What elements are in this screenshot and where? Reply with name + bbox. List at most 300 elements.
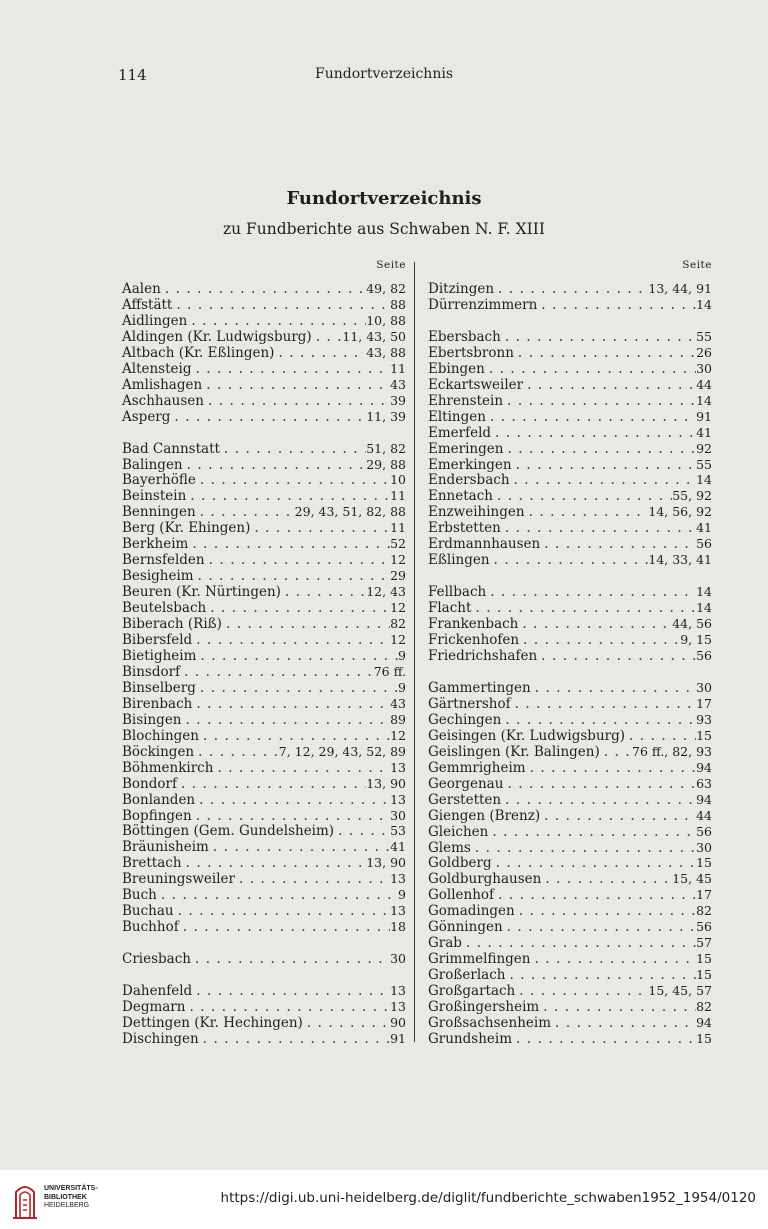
page-references: 15, 45 (672, 871, 712, 887)
index-entry (122, 664, 406, 680)
index-entry (428, 887, 712, 903)
group-spacer (428, 313, 712, 329)
index-entry (122, 951, 406, 967)
leader-dots (490, 553, 649, 569)
library-logo-icon (10, 1178, 40, 1222)
place-name: Gerstetten (428, 791, 502, 808)
place-name: Birenbach (122, 695, 193, 712)
index-entry (428, 409, 712, 425)
index-entry (428, 728, 712, 744)
page-references: 13, 44, 91 (648, 281, 712, 296)
leader-dots (161, 282, 366, 298)
page-references: 30 (696, 839, 712, 855)
group-spacer (428, 568, 712, 584)
index-entry (122, 744, 406, 760)
page-references: 39 (390, 392, 406, 408)
leader-dots (205, 553, 390, 569)
page-references: 43, 88 (366, 344, 406, 360)
page-references: 52 (390, 536, 406, 552)
page-references: 94 (696, 1014, 712, 1030)
place-name: Glems (428, 839, 471, 856)
place-name: Emerfeld (428, 424, 492, 441)
page-references: 90 (390, 1014, 406, 1030)
index-entry (122, 887, 406, 903)
leader-dots (191, 952, 390, 968)
leader-dots (177, 777, 366, 793)
page-references: 56 (696, 823, 712, 839)
index-entry (122, 1031, 406, 1047)
leader-dots (501, 713, 696, 729)
leader-dots (491, 426, 696, 442)
leader-dots (274, 346, 366, 362)
right-column (428, 258, 712, 1047)
page-references: 18 (390, 919, 406, 935)
page-references: 56 (696, 648, 712, 664)
place-name: Böckingen (122, 743, 195, 760)
place-name: Besigheim (122, 568, 194, 585)
index-entry (122, 792, 406, 808)
leader-dots (199, 729, 390, 745)
place-name: Balingen (122, 456, 183, 473)
page-references: 15 (696, 967, 712, 983)
place-name: Eltingen (428, 408, 486, 425)
place-name: Binsdorf (122, 663, 181, 680)
index-subtitle: zu Fundberichte aus Schwaben N. F. XIII (222, 220, 546, 238)
page-references: 44 (696, 807, 712, 823)
page-references: 82 (390, 616, 406, 632)
place-name: Frankenbach (428, 616, 519, 633)
place-name: Gammertingen (428, 679, 531, 696)
index-entry (122, 345, 406, 361)
page-references: 94 (696, 759, 712, 775)
leader-dots (540, 809, 696, 825)
leader-dots (539, 1000, 696, 1016)
place-name: Berkheim (122, 536, 189, 553)
group-spacer (122, 425, 406, 441)
place-name: Aalen (122, 281, 161, 297)
place-name: Dürrenzimmern (428, 296, 538, 313)
page-references: 30 (696, 360, 712, 376)
index-entry (122, 313, 406, 329)
page-references: 82 (696, 903, 712, 919)
page-references: 55 (696, 456, 712, 472)
leader-dots (220, 442, 366, 458)
page-references: 12, 43 (366, 584, 406, 600)
leader-dots (213, 761, 390, 777)
place-name: Aidlingen (122, 312, 188, 329)
page-references: 30 (390, 951, 406, 967)
leader-dots (312, 330, 343, 346)
place-name: Großerlach (428, 967, 506, 984)
page-references: 43 (390, 376, 406, 392)
leader-dots (505, 968, 696, 984)
place-name: Ebertsbronn (428, 344, 514, 361)
leader-dots (222, 617, 390, 633)
place-name: Gechingen (428, 711, 502, 728)
leader-dots (462, 936, 696, 952)
place-name: Berg (Kr. Ehingen) (122, 520, 251, 537)
leader-dots (503, 777, 696, 793)
index-entry (122, 600, 406, 616)
column-divider (414, 262, 415, 1042)
page-references: 63 (696, 775, 712, 791)
leader-dots (196, 649, 398, 665)
leader-dots (531, 681, 696, 697)
index-entry (122, 488, 406, 504)
leader-dots (191, 362, 390, 378)
index-entry (122, 281, 406, 297)
leader-dots (503, 920, 696, 936)
place-name: Flacht (428, 600, 472, 617)
place-name: Beutelsbach (122, 600, 207, 617)
place-name: Böttingen (Gem. Gundelsheim) (122, 823, 335, 840)
leader-dots (182, 713, 391, 729)
index-entry (122, 919, 406, 935)
place-name: Dahenfeld (122, 983, 193, 1000)
page-references: 30 (696, 679, 712, 695)
place-name: Breuningsweiler (122, 871, 235, 888)
place-name: Altensteig (122, 360, 192, 377)
place-name: Gärtnershof (428, 695, 511, 712)
place-name: Erbstetten (428, 520, 501, 537)
leader-dots (192, 633, 390, 649)
index-entry (122, 616, 406, 632)
index-entry (428, 584, 712, 600)
page-references: 14, 56, 92 (648, 504, 712, 520)
page-references: 13, 90 (366, 775, 406, 791)
permalink-url[interactable]: https://digi.ub.uni-heidelberg.de/diglit/fundberichte_schwaben1952_1954/0120 (220, 1190, 756, 1206)
page-references: 17 (696, 695, 712, 711)
index-entry (428, 281, 712, 297)
place-name: Grimmelfingen (428, 951, 531, 968)
leader-dots (494, 282, 648, 298)
page-references: 13 (390, 999, 406, 1015)
left-column-header: Seite (376, 259, 406, 271)
index-entry (428, 824, 712, 840)
index-entry (428, 680, 712, 696)
index-entry (428, 472, 712, 488)
index-entry (428, 425, 712, 441)
place-name: Fellbach (428, 584, 487, 601)
index-entry (122, 855, 406, 871)
page-references: 7, 12, 29, 43, 52, 89 (278, 743, 406, 759)
place-name: Asperg (122, 408, 171, 425)
page-references: 53 (390, 823, 406, 839)
page-references: 15 (696, 951, 712, 967)
place-name: Geislingen (Kr. Balingen) (428, 743, 600, 760)
index-entry (428, 504, 712, 520)
page-references: 11 (390, 360, 406, 376)
index-entry (122, 999, 406, 1015)
page-references: 91 (696, 408, 712, 424)
place-name: Bayerhöfle (122, 472, 196, 489)
leader-dots (537, 649, 696, 665)
leader-dots (485, 362, 696, 378)
index-entry (122, 536, 406, 552)
leader-dots (541, 872, 672, 888)
running-head (0, 66, 768, 86)
leader-dots (501, 793, 696, 809)
page-references: 56 (696, 919, 712, 935)
page-references: 15 (696, 855, 712, 871)
index-entry (428, 903, 712, 919)
leader-dots (525, 505, 649, 521)
leader-dots (512, 458, 696, 474)
leader-dots (512, 1032, 696, 1048)
place-name: Binselberg (122, 679, 196, 696)
page-references: 56 (696, 536, 712, 552)
place-name: Dettingen (Kr. Hechingen) (122, 1014, 303, 1031)
leader-dots (503, 394, 696, 410)
place-name: Aschhausen (122, 392, 204, 409)
index-entry (428, 552, 712, 568)
group-spacer (122, 967, 406, 983)
leader-dots (625, 729, 696, 745)
place-name: Ennetach (428, 488, 493, 505)
page-references: 14 (696, 472, 712, 488)
place-name: Grab (428, 935, 462, 952)
leader-dots (540, 537, 696, 553)
leader-dots (501, 330, 696, 346)
page-references: 11, 39 (366, 408, 406, 424)
place-name: Affstätt (122, 296, 173, 313)
index-entry (428, 760, 712, 776)
index-entry (122, 983, 406, 999)
index-entry (428, 441, 712, 457)
page-references: 15 (696, 1030, 712, 1046)
place-name: Dischingen (122, 1030, 199, 1047)
page-references: 10 (390, 472, 406, 488)
index-entry (428, 744, 712, 760)
place-name: Georgenau (428, 775, 504, 792)
group-spacer (428, 664, 712, 680)
leader-dots (518, 617, 672, 633)
place-name: Bopfingen (122, 807, 192, 824)
leader-dots (486, 585, 696, 601)
page-references: 55, 92 (672, 488, 712, 504)
place-name: Beuren (Kr. Nürtingen) (122, 584, 281, 601)
index-entry (122, 776, 406, 792)
page-references: 13 (390, 903, 406, 919)
page-references: 13 (390, 871, 406, 887)
index-entry (122, 361, 406, 377)
leader-dots (172, 298, 390, 314)
place-name: Biberach (Riß) (122, 616, 222, 633)
index-entry (428, 967, 712, 983)
leader-dots (537, 298, 696, 314)
place-name: Ehrenstein (428, 392, 504, 409)
index-entry (122, 1015, 406, 1031)
index-entry (428, 935, 712, 951)
leader-dots (174, 904, 390, 920)
leader-dots (514, 346, 696, 362)
index-entry (428, 919, 712, 935)
leader-dots (188, 537, 390, 553)
place-name: Gönningen (428, 919, 503, 936)
place-name: Endersbach (428, 472, 510, 489)
page-references: 14 (696, 296, 712, 312)
index-entry (428, 776, 712, 792)
leader-dots (551, 1016, 696, 1032)
index-entry (122, 457, 406, 473)
place-name: Gemmrigheim (428, 759, 526, 776)
index-entry (428, 329, 712, 345)
page-references: 44 (696, 376, 712, 392)
page-references: 13 (390, 759, 406, 775)
index-entry (122, 297, 406, 313)
leader-dots (503, 442, 696, 458)
place-name: Buchhof (122, 919, 179, 936)
page-references: 9 (398, 647, 406, 663)
place-name: Goldburghausen (428, 871, 542, 888)
page-references: 11, 43, 50 (342, 328, 406, 344)
leader-dots (204, 394, 390, 410)
place-name: Beinstein (122, 488, 187, 505)
place-name: Bisingen (122, 711, 182, 728)
place-name: Eßlingen (428, 552, 490, 569)
leader-dots (494, 888, 696, 904)
page-references: 14 (696, 392, 712, 408)
place-name: Böhmenkirch (122, 759, 214, 776)
leader-dots (501, 521, 696, 537)
leader-dots (471, 841, 696, 857)
index-entry (428, 951, 712, 967)
index-entry (122, 871, 406, 887)
leader-dots (170, 410, 366, 426)
page-references: 9 (398, 679, 406, 695)
leader-dots (600, 745, 632, 761)
place-name: Ditzingen (428, 281, 495, 297)
place-name: Amlishagen (122, 376, 203, 393)
page-references: 14, 33, 41 (648, 552, 712, 568)
page-references: 91 (390, 1030, 406, 1046)
page-references: 13 (390, 791, 406, 807)
page-references: 93 (696, 711, 712, 727)
right-index-list (428, 281, 712, 1047)
place-name: Friedrichshafen (428, 648, 538, 665)
index-entry (122, 760, 406, 776)
page-number: 114 (118, 66, 147, 84)
place-name: Bad Cannstatt (122, 440, 220, 457)
page-references: 9 (398, 887, 406, 903)
library-name-line2: BIBLIOTHEK (44, 1193, 87, 1201)
running-title: Fundortverzeichnis (314, 66, 454, 82)
leader-dots (186, 489, 390, 505)
leader-dots (185, 1000, 390, 1016)
index-entry (428, 632, 712, 648)
leader-dots (493, 489, 672, 505)
leader-dots (250, 521, 390, 537)
page-references: 30 (390, 807, 406, 823)
index-entry (428, 536, 712, 552)
leader-dots (492, 856, 696, 872)
place-name: Bernsfelden (122, 552, 205, 569)
leader-dots (182, 856, 367, 872)
leader-dots (196, 473, 390, 489)
index-entry (428, 457, 712, 473)
index-entry (428, 808, 712, 824)
leader-dots (202, 378, 390, 394)
index-entry (122, 409, 406, 425)
index-entry (122, 393, 406, 409)
leader-dots (180, 665, 374, 681)
leader-dots (531, 952, 697, 968)
page-references: 14 (696, 600, 712, 616)
place-name: Großingersheim (428, 999, 540, 1016)
page-references: 43 (390, 695, 406, 711)
left-column (122, 258, 406, 1047)
place-name: Bibersfeld (122, 632, 193, 649)
page-references: 41 (696, 424, 712, 440)
index-entry (428, 361, 712, 377)
leader-dots (235, 872, 390, 888)
leader-dots (157, 888, 398, 904)
place-name: Blochingen (122, 727, 199, 744)
library-name-line3: HEIDELBERG (44, 1202, 90, 1209)
leader-dots (486, 410, 696, 426)
page-references: 12 (390, 600, 406, 616)
place-name: Großgartach (428, 983, 516, 1000)
index-entry (122, 584, 406, 600)
leader-dots (194, 745, 279, 761)
index-entry (428, 855, 712, 871)
index-entry (122, 552, 406, 568)
leader-dots (334, 824, 390, 840)
page-references: 26 (696, 344, 712, 360)
index-entry (122, 903, 406, 919)
place-name: Emerkingen (428, 456, 512, 473)
page-references: 15 (696, 727, 712, 743)
index-entry (428, 600, 712, 616)
leader-dots (179, 920, 390, 936)
page-references: 44, 56 (672, 616, 712, 632)
page-references: 29, 43, 51, 82, 88 (294, 504, 406, 520)
index-entry (122, 839, 406, 855)
page-references: 76 ff. (373, 663, 406, 679)
place-name: Eckartsweiler (428, 376, 524, 393)
page-references: 11 (390, 488, 406, 504)
page-references: 12 (390, 552, 406, 568)
page-references: 57 (696, 935, 712, 951)
leader-dots (192, 984, 390, 1000)
place-name: Buch (122, 887, 157, 904)
leader-dots (195, 793, 390, 809)
index-entry (428, 345, 712, 361)
leader-dots (515, 904, 696, 920)
index-entry (122, 648, 406, 664)
page-references: 94 (696, 791, 712, 807)
index-entry (428, 616, 712, 632)
page-references: 12 (390, 632, 406, 648)
index-entry (428, 792, 712, 808)
leader-dots (196, 505, 295, 521)
place-name: Buchau (122, 903, 174, 920)
index-entry (122, 696, 406, 712)
page-references: 14 (696, 584, 712, 600)
index-entry (122, 712, 406, 728)
leader-dots (526, 761, 697, 777)
place-name: Frickenhofen (428, 632, 520, 649)
page-references: 55 (696, 328, 712, 344)
leader-dots (192, 697, 390, 713)
index-entry (428, 983, 712, 999)
index-entry (122, 680, 406, 696)
index-entry (428, 648, 712, 664)
page-references: 29, 88 (366, 456, 406, 472)
page-references: 9, 15 (680, 632, 712, 648)
index-entry (122, 377, 406, 393)
leader-dots (183, 458, 367, 474)
